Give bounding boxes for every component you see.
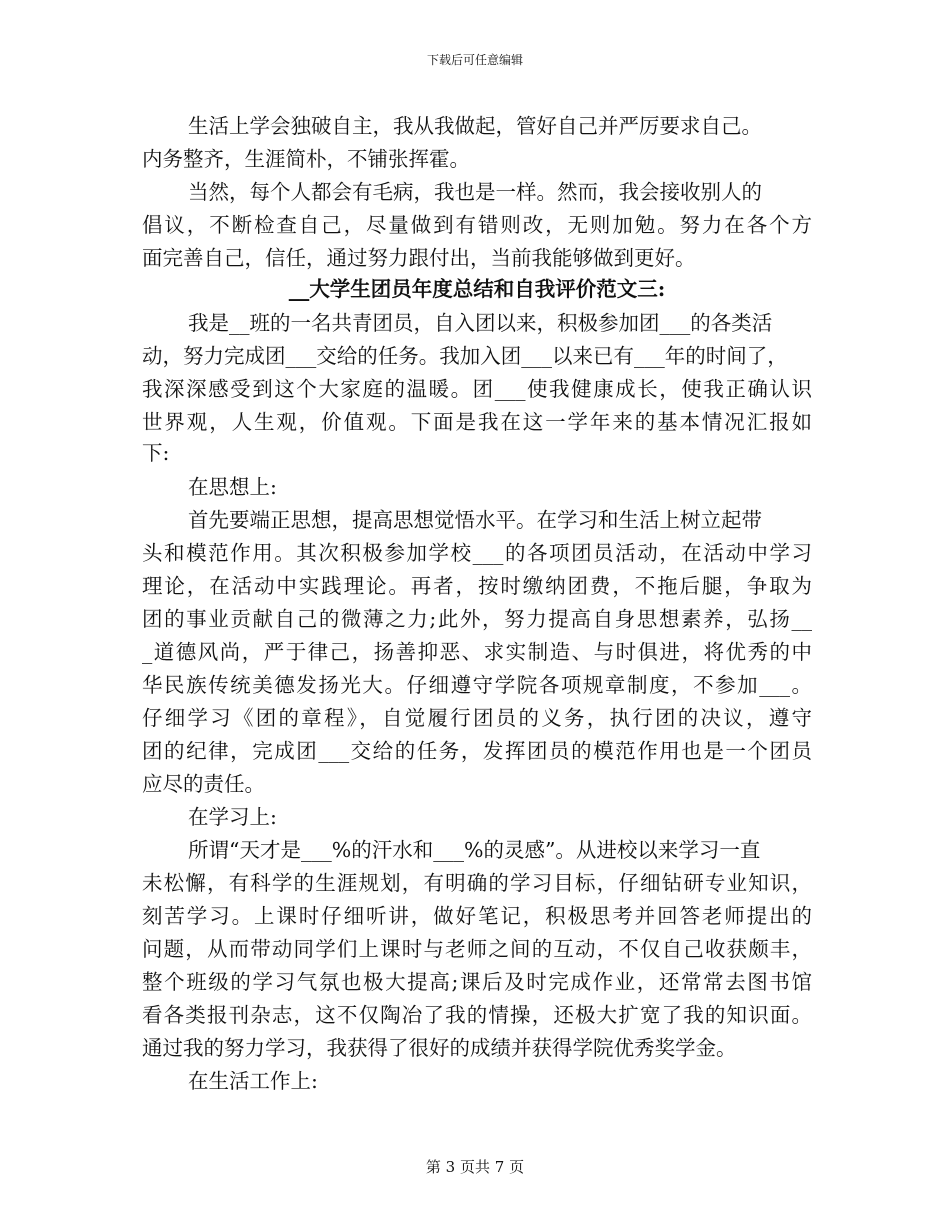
page-footer: 第 3 页共 7 页 xyxy=(425,1158,525,1176)
paragraph-line: 刻苦学习。上课时仔细听讲，做好笔记，积极思考并回答老师提出的 xyxy=(142,904,812,928)
paragraph-line: 面完善自己，信任，通过努力跟付出，当前我能够做到更好。 xyxy=(142,246,696,270)
paragraph-line: 我是__班的一名共青团员，自入团以来，积极参加团___的各类活 xyxy=(188,311,773,335)
paragraph-line: 下: xyxy=(142,441,170,465)
paragraph-line: 应尽的责任。 xyxy=(142,772,265,796)
paragraph-line: 华民族传统美德发扬光大。仔细遵守学院各项规章制度，不参加___。 xyxy=(142,673,812,697)
paragraph-line: 头和模范作用。其次积极参加学校___的各项团员活动，在活动中学习 xyxy=(142,541,812,565)
subsection-label: 在思想上: xyxy=(188,475,277,499)
page-header: 下载后可任意编辑 xyxy=(426,53,523,67)
paragraph-line: 当然，每个人都会有毛病，我也是一样。然而，我会接收别人的 xyxy=(188,180,762,204)
paragraph-line: 我深深感受到这个大家庭的温暖。团___使我健康成长，使我正确认识 xyxy=(142,377,812,401)
paragraph-line: 通过我的努力学习，我获得了很好的成绩并获得学院优秀奖学金。 xyxy=(142,1036,737,1060)
paragraph-line: 整个班级的学习气氛也极大提高;课后及时完成作业，还常常去图书馆 xyxy=(142,970,812,994)
paragraph-line: 仔细学习《团的章程》，自觉履行团员的义务，执行团的决议，遵守 xyxy=(142,706,812,730)
paragraph-line: 内务整齐，生涯简朴，不铺张挥霍。 xyxy=(142,147,470,171)
paragraph-line: 看各类报刊杂志，这不仅陶冶了我的情操，还极大扩宽了我的知识面。 xyxy=(142,1003,812,1027)
paragraph-line: 团的纪律，完成团___交给的任务，发挥团员的模范作用也是一个团员 xyxy=(142,739,812,763)
section-heading: __大学生团员年度总结和自我评价范文三: xyxy=(288,277,666,301)
paragraph-line: 世界观，人生观，价值观。下面是我在这一学年来的基本情况汇报如 xyxy=(142,410,812,434)
subsection-label: 在生活工作上: xyxy=(188,1069,318,1093)
paragraph-line: 生活上学会独破自主，我从我做起，管好自己并严厉要求自己。 xyxy=(188,114,762,138)
paragraph-line: 理论，在活动中实践理论。再者，按时缴纳团费，不拖后腿，争取为 xyxy=(142,574,812,598)
paragraph-line: 未松懈，有科学的生涯规划，有明确的学习目标，仔细钻研专业知识， xyxy=(142,871,812,895)
paragraph-line: 团的事业贡献自己的微薄之力;此外，努力提高自身思想素养，弘扬__ xyxy=(142,607,812,631)
subsection-label: 在学习上: xyxy=(188,805,277,829)
paragraph-line: 动，努力完成团___交给的任务。我加入团___以来已有___年的时间了， xyxy=(142,344,788,368)
paragraph-line: 首先要端正思想，提高思想觉悟水平。在学习和生活上树立起带 xyxy=(188,508,762,532)
paragraph-line: 倡议，不断检查自己，尽量做到有错则改，无则加勉。努力在各个方 xyxy=(142,213,812,237)
paragraph-line: _道德风尚，严于律己，扬善抑恶、求实制造、与时俱进，将优秀的中 xyxy=(142,640,812,664)
paragraph-line: 所谓“天才是___%的汗水和___%的灵感”。从进校以来学习一直 xyxy=(188,838,761,862)
paragraph-line: 问题，从而带动同学们上课时与老师之间的互动，不仅自己收获颇丰， xyxy=(142,937,812,961)
